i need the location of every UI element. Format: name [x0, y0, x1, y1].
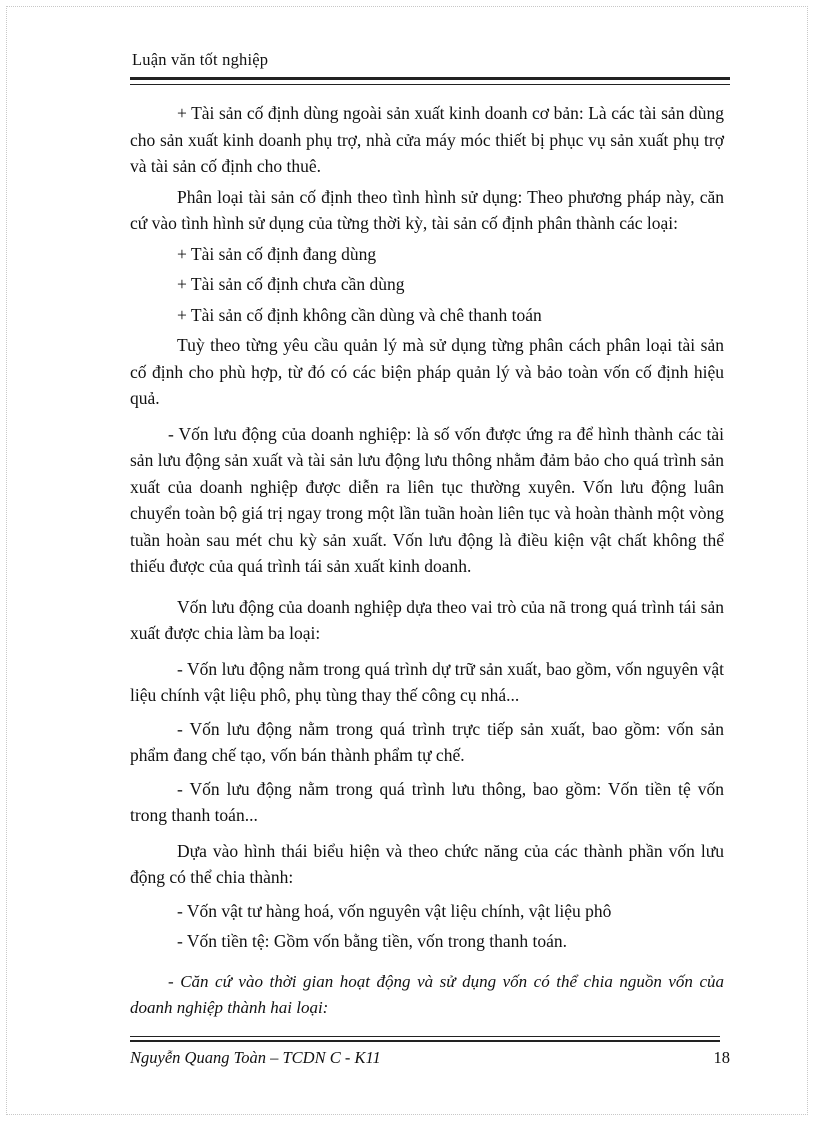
list-item-unneeded: + Tài sản cố định không cần dùng và chê thanh toán	[177, 304, 542, 325]
paragraph-time-based: - Căn cứ vào thời gian hoạt động và sử dụng vốn có thể chia nguồn vốn của doanh nghiệp thành hai loại:	[130, 971, 724, 1017]
list-item-reserve: - Vốn lưu động nằm trong quá trình dự trữ sản xuất, bao gồm, vốn nguyên vật liệu chính vật liệu phô, phụ tùng thay thế công cụ nhá...	[130, 658, 724, 705]
footer-author: Nguyễn Quang Toàn – TCDN C - K11	[130, 1048, 381, 1067]
header-rule-thick	[130, 77, 730, 80]
paragraph-working-capital: - Vốn lưu động của doanh nghiệp: là số vốn được ứng ra để hình thành các tài sản lưu động sản xuất và tài sản lưu động lưu thông nhằm đảm bảo cho quá trình sản xuất của doanh nghiệp được diễn ra liên tục thường xuyên. Vốn lưu động luân chuyển toàn bộ giá trị ngay trong một lần tuần hoàn liên tục và hoàn thành một vòng tuần hoàn sau mét chu kỳ sản xuất. Vốn lưu động là điều kiện vật chất không thể thiếu được của quá trình tái sản xuất kinh doanh.	[130, 423, 724, 576]
paragraph-management: Tuỳ theo từng yêu cầu quản lý mà sử dụng từng phân cách phân loại tài sản cố định cho phù hợp, từ đó có các biện pháp quản lý và bảo toàn vốn cố định hiệu quả.	[130, 335, 724, 408]
paragraph-working-capital-types: Vốn lưu động của doanh nghiệp dựa theo vai trò của nã trong quá trình tái sản xuất được chia làm ba loại:	[130, 596, 724, 643]
body-text	[130, 100, 724, 1022]
paragraph-forms: Dựa vào hình thái biểu hiện và theo chức năng của các thành phần vốn lưu động có thể chia thành:	[130, 840, 724, 887]
list-item-circulation: - Vốn lưu động nằm trong quá trình lưu thông, bao gồm: Vốn tiền tệ vốn trong thanh toán...	[130, 778, 724, 825]
list-item-in-use: + Tài sản cố định đang dùng	[177, 243, 377, 264]
footer-rule-thick	[130, 1040, 720, 1042]
page-number: 18	[713, 1048, 730, 1067]
paragraph-classification-usage: Phân loại tài sản cố định theo tình hình sử dụng: Theo phương pháp này, căn cứ vào tình hình sử dụng của từng thời kỳ, tài sản cố định phân thành các loại:	[130, 186, 724, 233]
header-rule-thin	[130, 84, 730, 85]
footer-rule-thin	[130, 1036, 720, 1037]
list-item-production: - Vốn lưu động nằm trong quá trình trực tiếp sản xuất, bao gồm: vốn sản phẩm đang chế tạo, vốn bán thành phẩm tự chế.	[130, 718, 724, 765]
list-item-not-needed-yet: + Tài sản cố định chưa cần dùng	[177, 274, 405, 294]
paragraph-fixed-assets-outside: + Tài sản cố định dùng ngoài sản xuất kinh doanh cơ bản: Là các tài sản dùng cho sản xuất kinh doanh phụ trợ, nhà cửa máy móc thiết bị phục vụ sản xuất phụ trợ và tài sản cố định cho thuê.	[130, 103, 724, 176]
header-title: Luận văn tốt nghiệp	[132, 50, 269, 69]
list-item-materials: - Vốn vật tư hàng hoá, vốn nguyên vật liệu chính, vật liệu phô	[177, 900, 612, 921]
list-item-monetary: - Vốn tiền tệ: Gồm vốn bằng tiền, vốn trong thanh toán.	[177, 931, 567, 951]
